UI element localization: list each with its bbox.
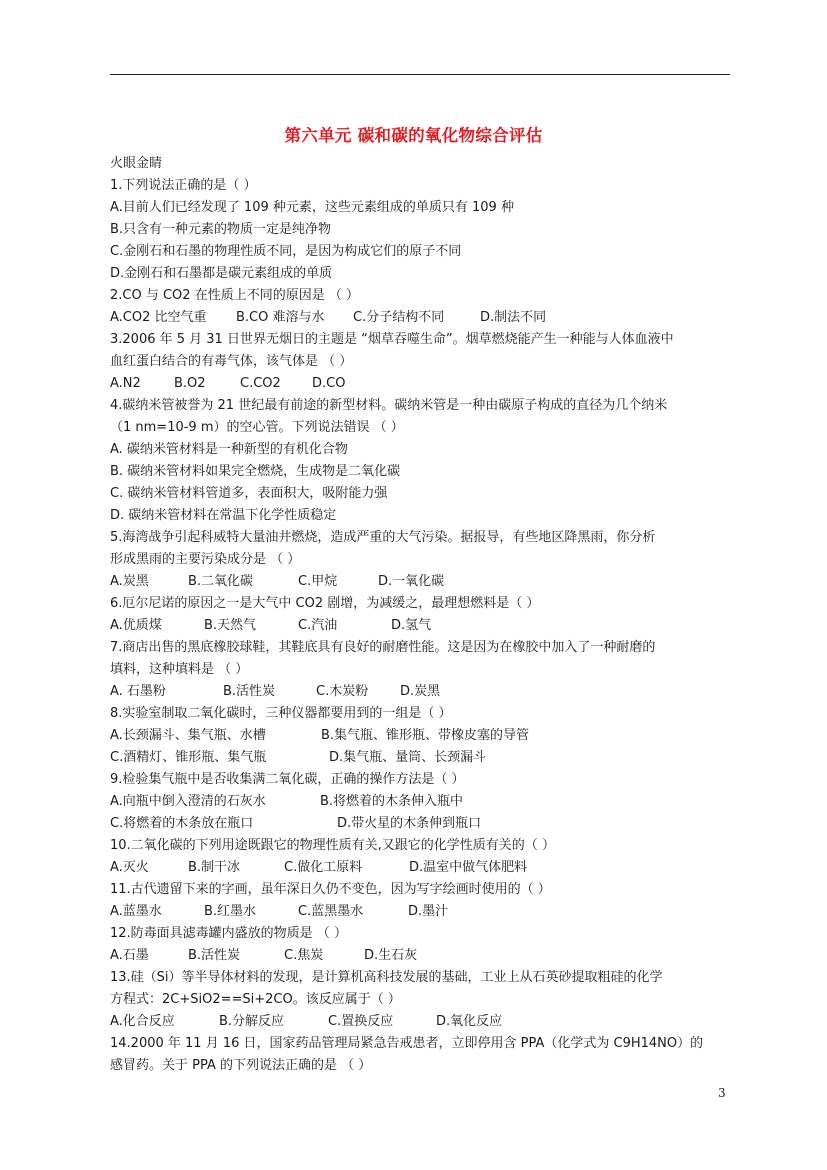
question-7-options [110,681,732,703]
question-12-option-b: B.活性炭 [188,948,241,963]
question-13-option-c: C.置换反应 [328,1014,394,1029]
question-1-option-d: D.金刚石和石墨都是碳元素组成的单质 [110,266,333,281]
question-10-option-a: A.灭火 [110,860,149,875]
question-11-stem: 11.古代遗留下来的字画，虽年深日久仍不变色，因为写字绘画时使用的（ ） [110,882,551,897]
question-11-option-b: B.红墨水 [204,904,257,919]
question-4-option-c: C. 碳纳米管材料管道多，表面积大，吸附能力强 [110,486,388,501]
question-1-option-c: C.金刚石和石墨的物理性质不同，是因为构成它们的原子不同 [110,244,462,259]
question-2-option-d: D.制法不同 [480,310,547,325]
question-4-option-d: D. 碳纳米管材料在常温下化学性质稳定 [110,508,337,523]
question-4-option-b: B. 碳纳米管材料如果完全燃烧，生成物是二氧化碳 [110,464,401,479]
question-13-stem-line-1: 13.硅（Si）等半导体材料的发现，是计算机高科技发展的基础，工业上从石英砂提取粗硅的化学 [110,970,663,985]
question-10-option-b: B.制干冰 [188,860,241,875]
question-5-stem-line-2: 形成黑雨的主要污染成分是 （ ） [110,552,301,567]
question-6-option-b: B.天然气 [204,618,257,633]
question-10-option-d: D.温室中做气体肥料 [409,860,528,875]
question-5-option-a: A.炭黑 [110,574,149,589]
question-7-option-a: A. 石墨粉 [110,684,166,699]
question-6-option-d: D.氢气 [391,618,432,633]
question-8-options-row-2 [110,747,732,769]
question-9-options-row-1 [110,791,732,813]
question-5-option-c: C.甲烷 [298,574,338,589]
question-2-option-a: A.CO2 比空气重 [110,310,207,325]
question-5-options [110,571,732,593]
question-10-option-c: C.做化工原料 [284,860,363,875]
question-12-stem: 12.防毒面具滤毒罐内盛放的物质是 （ ） [110,926,347,941]
question-3-option-a: A.N2 [110,376,141,391]
question-11-options [110,901,732,923]
question-12-option-d: D.生石灰 [364,948,418,963]
question-12-option-c: C.焦炭 [284,948,324,963]
question-11-option-c: C.蓝黑墨水 [298,904,364,919]
question-13-options [110,1011,732,1033]
question-5-stem-line-1: 5.海湾战争引起科威特大量油井燃烧，造成严重的大气污染。据报导，有些地区降黑雨，你分析 [110,530,656,545]
question-7-stem-line-2: 填料，这种填料是 （ ） [110,662,249,677]
exam-content [110,153,732,1077]
question-9-option-a: A.向瓶中倒入澄清的石灰水 [110,794,266,809]
header-rule [110,74,730,75]
question-1-option-a: A.目前人们已经发现了 109 种元素，这些元素组成的单质只有 109 种 [110,200,514,215]
question-2-stem: 2.CO 与 CO2 在性质上不同的原因是 （ ） [110,288,359,303]
question-12-options [110,945,732,967]
question-13-option-d: D.氧化反应 [436,1014,503,1029]
question-5-option-d: D.一氧化碳 [378,574,445,589]
page-number: 3 [718,1086,726,1100]
question-11-option-d: D.墨汁 [408,904,449,919]
question-7-option-c: C.木炭粉 [316,684,369,699]
question-1-stem: 1.下列说法正确的是（ ） [110,178,257,193]
question-3-stem-line-1: 3.2006 年 5 月 31 日世界无烟日的主题是 “烟草吞噬生命”。烟草燃烧能产生一种能与人体血液中 [110,332,674,347]
question-6-options [110,615,732,637]
question-8-option-b: B.集气瓶、锥形瓶、带橡皮塞的导管 [321,728,530,743]
question-9-option-c: C.将燃着的木条放在瓶口 [110,816,254,831]
question-13-stem-line-2: 方程式：2C+SiO2==Si+2CO。该反应属于（ ） [110,992,401,1007]
question-8-option-a: A.长颈漏斗、集气瓶、水槽 [110,728,266,743]
question-3-options [110,373,732,395]
question-8-option-d: D.集气瓶、量筒、长颈漏斗 [329,750,487,765]
question-9-stem: 9.检验集气瓶中是否收集满二氧化碳，正确的操作方法是（ ） [110,772,465,787]
question-10-stem: 10.二氧化碳的下列用途既跟它的物理性质有关,又跟它的化学性质有关的（ ） [110,838,555,853]
question-14-stem-line-2: 感冒药。关于 PPA 的下列说法正确的是 （ ） [110,1058,372,1073]
question-8-option-c: C.酒精灯、锥形瓶、集气瓶 [110,750,267,765]
question-3-stem-line-2: 血红蛋白结合的有毒气体，该气体是 （ ） [110,354,353,369]
question-6-stem: 6.厄尔尼诺的原因之一是大气中 CO2 剧增，为减缓之，最理想燃料是（ ） [110,596,540,611]
question-3-option-d: D.CO [312,376,346,391]
question-8-options-row-1 [110,725,732,747]
question-10-options [110,857,732,879]
question-3-option-c: C.CO2 [240,376,281,391]
question-13-option-b: B.分解反应 [219,1014,285,1029]
section-heading: 火眼金睛 [110,156,163,171]
question-4-stem-line-2: （1 nm=10-9 m）的空心管。下列说法错误 （ ） [110,420,404,435]
question-14-stem-line-1: 14.2000 年 11 月 16 日，国家药品管理局紧急告戒患者，立即停用含 PPA（化学式为 C9H14NO）的 [110,1036,704,1051]
question-13-option-a: A.化合反应 [110,1014,175,1029]
question-7-option-d: D.炭黑 [400,684,441,699]
question-9-option-b: B.将燃着的木条伸入瓶中 [320,794,464,809]
question-8-stem: 8.实验室制取二氧化碳时，三种仪器都要用到的一组是（ ） [110,706,452,721]
question-9-option-d: D.带火星的木条伸到瓶口 [337,816,482,831]
question-2-option-b: B.CO 难溶与水 [236,310,325,325]
question-5-option-b: B.二氧化碳 [188,574,254,589]
question-4-stem-line-1: 4.碳纳米管被誉为 21 世纪最有前途的新型材料。碳纳米管是一种由碳原子构成的直径为几个纳米 [110,398,668,413]
question-2-options [110,307,732,329]
question-7-option-b: B.活性炭 [223,684,276,699]
page-title: 第六单元 碳和碳的氧化物综合评估 [284,126,543,145]
question-12-option-a: A.石墨 [110,948,149,963]
question-11-option-a: A.蓝墨水 [110,904,162,919]
question-4-option-a: A. 碳纳米管材料是一种新型的有机化合物 [110,442,348,457]
question-9-options-row-2 [110,813,732,835]
question-6-option-a: A.优质煤 [110,618,162,633]
question-7-stem-line-1: 7.商店出售的黑底橡胶球鞋，其鞋底具有良好的耐磨性能。这是因为在橡胶中加入了一种耐磨的 [110,640,656,655]
question-3-option-b: B.O2 [174,376,206,391]
question-1-option-b: B.只含有一种元素的物质一定是纯净物 [110,222,332,237]
question-2-option-c: C.分子结构不同 [353,310,445,325]
question-6-option-c: C.汽油 [298,618,338,633]
